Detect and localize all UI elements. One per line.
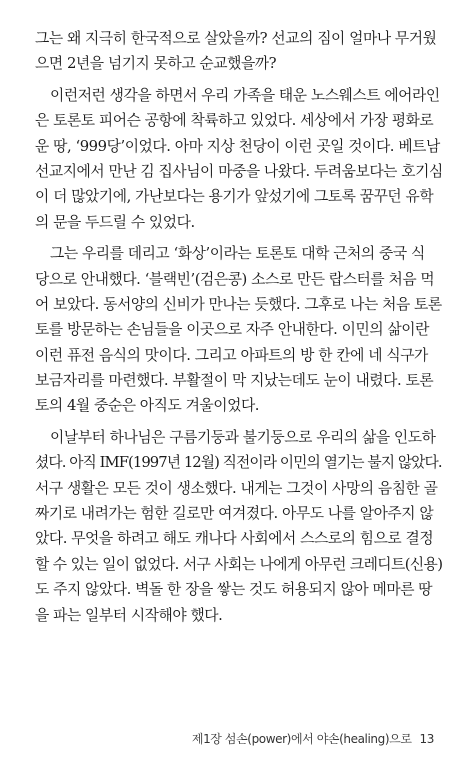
text-line: 으면 2년을 넘기지 못하고 순교했을까? [35,55,277,73]
text-line: 그는 우리를 데리고 ‘화상’이라는 토론토 대학 근처의 중국 식 [50,245,425,263]
text-line: 짜기로 내려가는 험한 길로만 여겨졌다. 아무도 나를 알아주지 않 [35,505,434,523]
text-line: 토의 4월 중순은 아직도 겨울이었다. [35,397,260,415]
text-line: 서구 생활은 모든 것이 생소했다. 내게는 그것이 사망의 음침한 골 [35,479,438,497]
text-line: 이런저런 생각을 하면서 우리 가족을 태운 노스웨스트 에어라인 [50,86,440,104]
text-line: 이 더 많았기에, 가난보다는 용기가 앞섰기에 그토록 꿈꾸던 유학 [35,188,434,206]
running-title: 제1장 섬손(power)에서 야손(healing)으로 [191,732,412,746]
text-line: 어 보았다. 동서양의 신비가 만나는 듯했다. 그후로 나는 처음 토론 [35,295,442,313]
text-line: 이날부터 하나님은 구름기둥과 불기둥으로 우리의 삶을 인도하 [50,428,436,446]
text-line: 았다. 무엇을 하려고 해도 캐나다 사회에서 스스로의 힘으로 결정 [35,530,434,548]
paragraph-1 [35,26,443,77]
text-line: 을 파는 일부터 시작해야 했다. [35,606,223,624]
paragraph-2 [35,83,443,235]
text-line: 선교지에서 만난 김 집사님이 마중을 나왔다. 두려움보다는 호기심 [35,162,443,180]
text-line: 셨다. 아직 IMF(1997년 12월) 직전이라 이민의 열기는 불지 않았다. [35,454,442,472]
text-line: 이런 퓨전 음식의 맛이다. 그리고 아파트의 방 한 칸에 네 식구가 [35,346,428,364]
text-line: 운 땅, ‘999당’이었다. 아마 지상 천당이 이런 곳일 것이다. 베트남 [35,137,440,155]
paragraph-4 [35,425,443,628]
text-line: 보금자리를 마련했다. 부활절이 막 지났는데도 눈이 내렸다. 토론 [35,372,434,390]
text-line: 의 문을 두드릴 수 있었다. [35,213,195,231]
text-line: 할 수 있는 일이 없었다. 서구 사회는 나에게 아무런 크레디트(신용) [35,555,443,573]
paragraph-3 [35,241,443,419]
text-line: 은 토론토 피어슨 공항에 착륙하고 있었다. 세상에서 가장 평화로 [35,112,434,130]
text-line: 당으로 안내했다. ‘블랙빈’(검은콩) 소스로 만든 랍스터를 처음 먹 [35,270,435,288]
text-line: 그는 왜 지극히 한국적으로 살았을까? 선교의 짐이 얼마나 무거웠 [35,30,437,47]
text-line: 토를 방문하는 손님들을 이곳으로 자주 안내한다. 이민의 삶이란 [35,321,429,339]
page-number: 13 [419,732,434,746]
page-footer [192,730,434,747]
body-text [35,26,443,628]
text-line: 도 주지 않았다. 벽돌 한 장을 쌓는 것도 허용되지 않아 메마른 땅 [35,581,433,599]
